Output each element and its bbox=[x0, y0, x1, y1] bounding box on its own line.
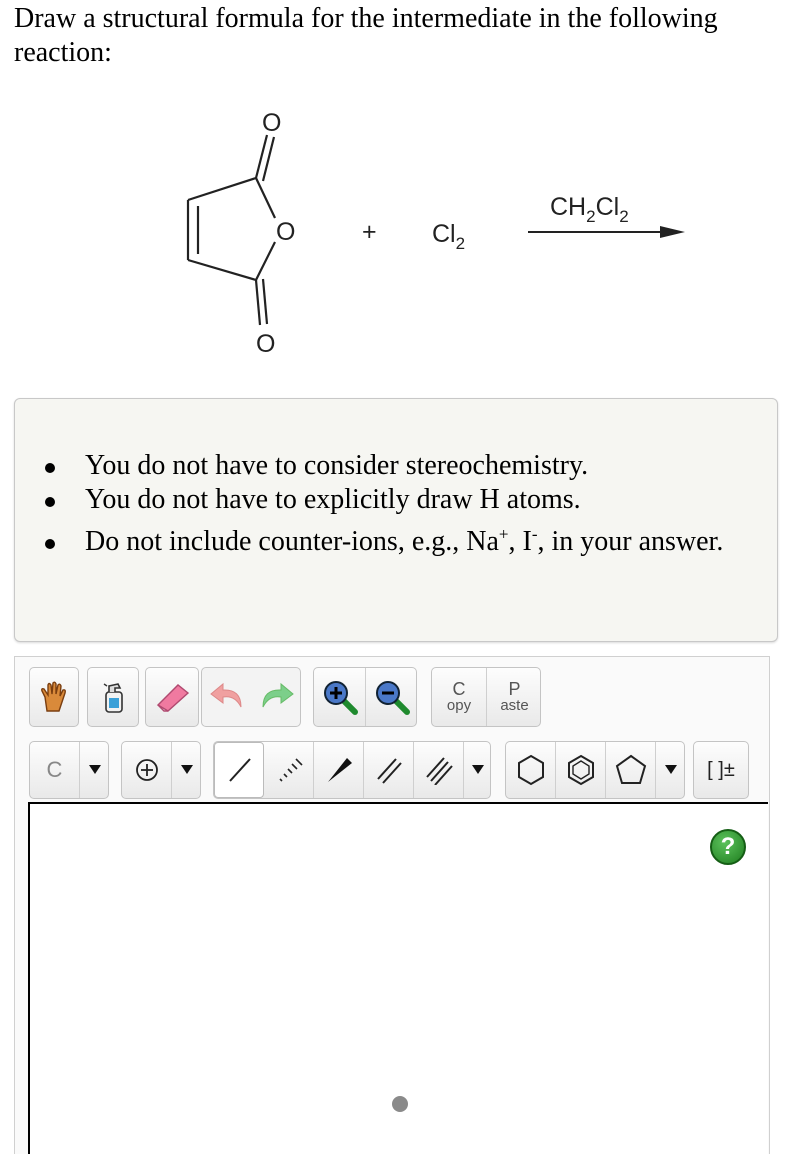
wedge-bond-icon bbox=[324, 755, 354, 785]
benzene-button[interactable] bbox=[556, 742, 606, 798]
copy-label: opy bbox=[446, 697, 472, 714]
eraser-button[interactable] bbox=[146, 668, 198, 726]
reaction-scheme bbox=[170, 100, 710, 370]
plus-charge-icon bbox=[134, 757, 160, 783]
element-dropdown-button[interactable] bbox=[80, 742, 110, 798]
zoom-out-button[interactable] bbox=[366, 668, 418, 726]
hexagon-icon bbox=[514, 753, 548, 787]
zoom-group bbox=[313, 667, 417, 727]
hand-icon bbox=[39, 681, 69, 713]
cursor-dot bbox=[392, 1096, 408, 1112]
hashed-bond-button[interactable] bbox=[264, 742, 314, 798]
instructions-list bbox=[85, 449, 725, 559]
copy-letter: C bbox=[452, 679, 466, 699]
undo-button[interactable] bbox=[202, 668, 252, 726]
bracket-charge-button[interactable] bbox=[694, 742, 748, 798]
reaction-arrow bbox=[528, 226, 685, 238]
clear-canvas-button[interactable] bbox=[88, 668, 138, 726]
carbonyl-oxygen-bottom: O bbox=[256, 330, 276, 358]
bracket-charge-label: [ ]± bbox=[707, 758, 735, 781]
charge-tool-group bbox=[121, 741, 201, 799]
plus-sign: + bbox=[362, 218, 377, 246]
ring-dropdown-button[interactable] bbox=[656, 742, 686, 798]
element-tool-group bbox=[29, 741, 109, 799]
positive-charge-button[interactable] bbox=[122, 742, 172, 798]
move-tool-button[interactable] bbox=[30, 668, 78, 726]
double-bond-icon bbox=[374, 755, 404, 785]
undo-redo-group bbox=[201, 667, 301, 727]
instructions-box bbox=[14, 398, 778, 642]
undo-icon bbox=[207, 681, 247, 713]
carbonyl-oxygen-top: O bbox=[262, 109, 282, 137]
redo-icon bbox=[257, 681, 297, 713]
single-bond-button[interactable] bbox=[214, 742, 264, 798]
triple-bond-icon bbox=[424, 755, 454, 785]
eraser-icon bbox=[152, 681, 192, 713]
spray-bottle-icon bbox=[98, 680, 128, 714]
element-carbon-button[interactable] bbox=[30, 742, 80, 798]
dropdown-triangle-icon bbox=[665, 765, 677, 775]
hashed-bond-icon bbox=[274, 755, 304, 785]
zoom-in-icon bbox=[321, 678, 359, 716]
cyclohexane-button[interactable] bbox=[506, 742, 556, 798]
element-label: C bbox=[46, 757, 63, 782]
wedge-bond-button[interactable] bbox=[314, 742, 364, 798]
clear-tool-group bbox=[87, 667, 139, 727]
double-bond-button[interactable] bbox=[364, 742, 414, 798]
cyclopentane-button[interactable] bbox=[606, 742, 656, 798]
ring-tool-group bbox=[505, 741, 685, 799]
pentagon-icon bbox=[614, 753, 648, 787]
instruction-item: You do not have to consider stereochemistry. bbox=[85, 449, 725, 483]
single-bond-icon bbox=[224, 755, 254, 785]
benzene-icon bbox=[564, 753, 598, 787]
dropdown-triangle-icon bbox=[472, 765, 484, 775]
clipboard-group bbox=[431, 667, 541, 727]
dropdown-triangle-icon bbox=[181, 765, 193, 775]
maleic-anhydride-structure bbox=[188, 135, 275, 325]
paste-letter: P bbox=[508, 679, 521, 699]
solvent-label: $CH_2Cl_2$ bbox=[550, 193, 629, 226]
bracket-charge-group bbox=[693, 741, 749, 799]
bond-tool-group bbox=[213, 741, 491, 799]
paste-label: aste bbox=[500, 697, 529, 714]
ring-oxygen: O bbox=[276, 218, 296, 246]
question-text: Draw a structural formula for the intermediate in the following reaction: bbox=[14, 3, 718, 68]
triple-bond-button[interactable] bbox=[414, 742, 464, 798]
zoom-out-icon bbox=[373, 678, 411, 716]
chlorine-reagent: $Cl_2$ bbox=[432, 220, 466, 253]
move-tool-group bbox=[29, 667, 79, 727]
drawing-canvas[interactable] bbox=[28, 802, 768, 1154]
copy-button[interactable] bbox=[432, 668, 487, 726]
help-button[interactable]: ? bbox=[710, 829, 746, 865]
zoom-in-button[interactable] bbox=[314, 668, 366, 726]
erase-tool-group bbox=[145, 667, 199, 727]
redo-button[interactable] bbox=[252, 668, 302, 726]
charge-dropdown-button[interactable] bbox=[172, 742, 202, 798]
bond-dropdown-button[interactable] bbox=[464, 742, 492, 798]
dropdown-triangle-icon bbox=[89, 765, 101, 775]
instruction-item: You do not have to explicitly draw H atoms. bbox=[85, 483, 725, 517]
paste-button[interactable] bbox=[487, 668, 542, 726]
instruction-item: Do not include counter-ions, e.g., Na+, I-, in your answer. bbox=[85, 525, 725, 559]
